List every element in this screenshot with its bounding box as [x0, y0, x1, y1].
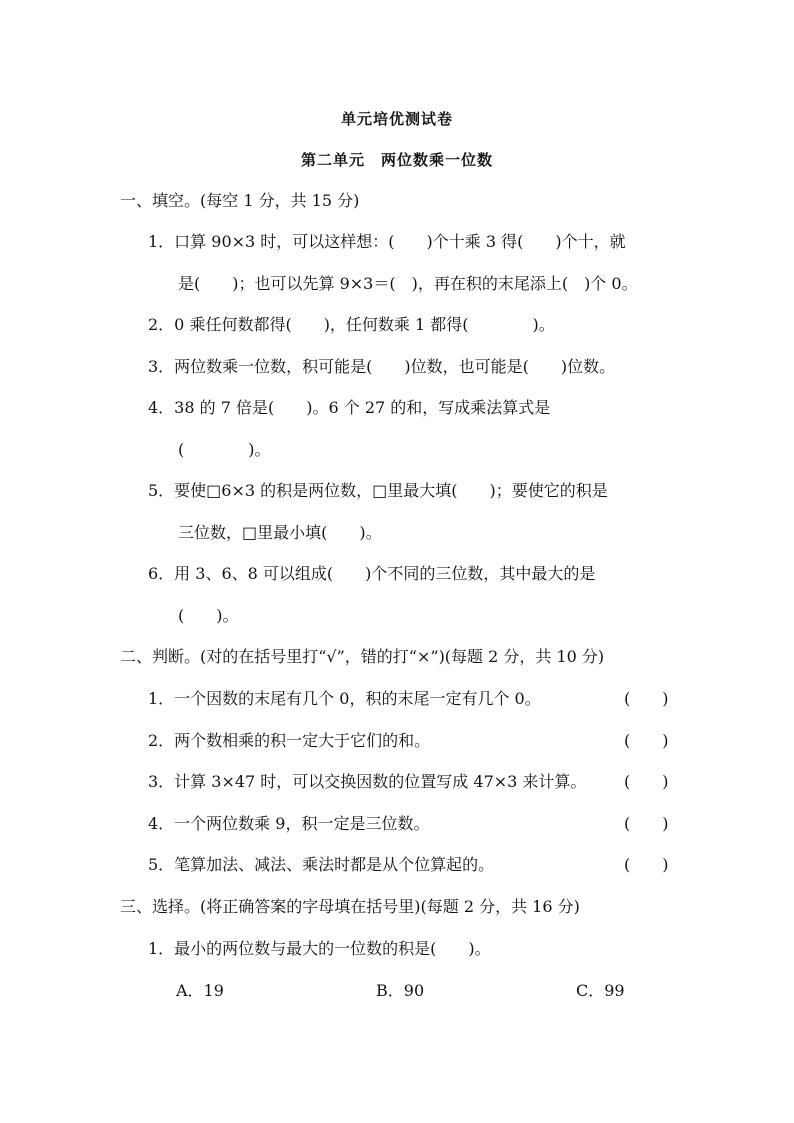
- s2-statement-3: 3．计算 3×47 时，可以交换因数的位置写成 47×3 来计算。: [148, 772, 587, 791]
- s3-q1-option-a: A．19: [176, 981, 224, 1000]
- s2-answer-bracket-3: ( ): [624, 772, 669, 791]
- s1-question-4-line-2: ( )。: [178, 440, 271, 459]
- s2-answer-bracket-4: ( ): [624, 814, 669, 833]
- s1-question-3: 3．两位数乘一位数，积可能是( )位数，也可能是( )位数。: [148, 357, 616, 376]
- s2-answer-bracket-1: ( ): [624, 689, 669, 708]
- s3-q1-option-c: C．99: [576, 981, 625, 1000]
- exam-title: 单元培优测试卷: [340, 110, 453, 128]
- s2-answer-bracket-5: ( ): [624, 855, 669, 874]
- s2-answer-bracket-2: ( ): [624, 731, 669, 750]
- s2-statement-2: 2．两个数相乘的积一定大于它们的和。: [148, 731, 431, 750]
- s1-question-1-line-2: 是( )；也可以先算 9×3＝( )，再在积的末尾添上( )个 0。: [178, 274, 638, 293]
- s1-question-5-line-2: 三位数，□里最小填( )。: [178, 523, 382, 542]
- s1-question-6-line-2: ( )。: [178, 606, 239, 625]
- section3-heading: 三、选择。(将正确答案的字母填在括号里)(每题 2 分，共 16 分): [120, 897, 580, 916]
- s1-question-5-line-1: 5．要使□6×3 的积是两位数，□里最大填( )；要使它的积是: [148, 481, 608, 500]
- s1-question-1-line-1: 1．口算 90×3 时，可以这样想：( )个十乘 3 得( )个十，就: [148, 232, 626, 251]
- s3-q1-option-b: B．90: [376, 981, 425, 1000]
- unit-subtitle: 第二单元 两位数乘一位数: [300, 151, 493, 169]
- s1-question-4-line-1: 4．38 的 7 倍是( )。6 个 27 的和，写成乘法算式是: [148, 398, 551, 417]
- s2-statement-4: 4．一个两位数乘 9，积一定是三位数。: [148, 814, 430, 833]
- section1-heading: 一、填空。(每空 1 分，共 15 分): [120, 191, 360, 210]
- s1-question-2: 2．0 乘任何数都得( )，任何数乘 1 都得( )。: [148, 315, 555, 334]
- s2-statement-5: 5．笔算加法、减法、乘法时都是从个位算起的。: [148, 855, 495, 874]
- s1-question-6-line-1: 6．用 3、6、8 可以组成( )个不同的三位数，其中最大的是: [148, 564, 596, 583]
- s2-statement-1: 1．一个因数的末尾有几个 0，积的末尾一定有几个 0。: [148, 689, 541, 708]
- s3-question-1: 1．最小的两位数与最大的一位数的积是( )。: [148, 939, 491, 958]
- section2-heading: 二、判断。(对的在括号里打“√”，错的打“×”)(每题 2 分，共 10 分): [120, 647, 605, 666]
